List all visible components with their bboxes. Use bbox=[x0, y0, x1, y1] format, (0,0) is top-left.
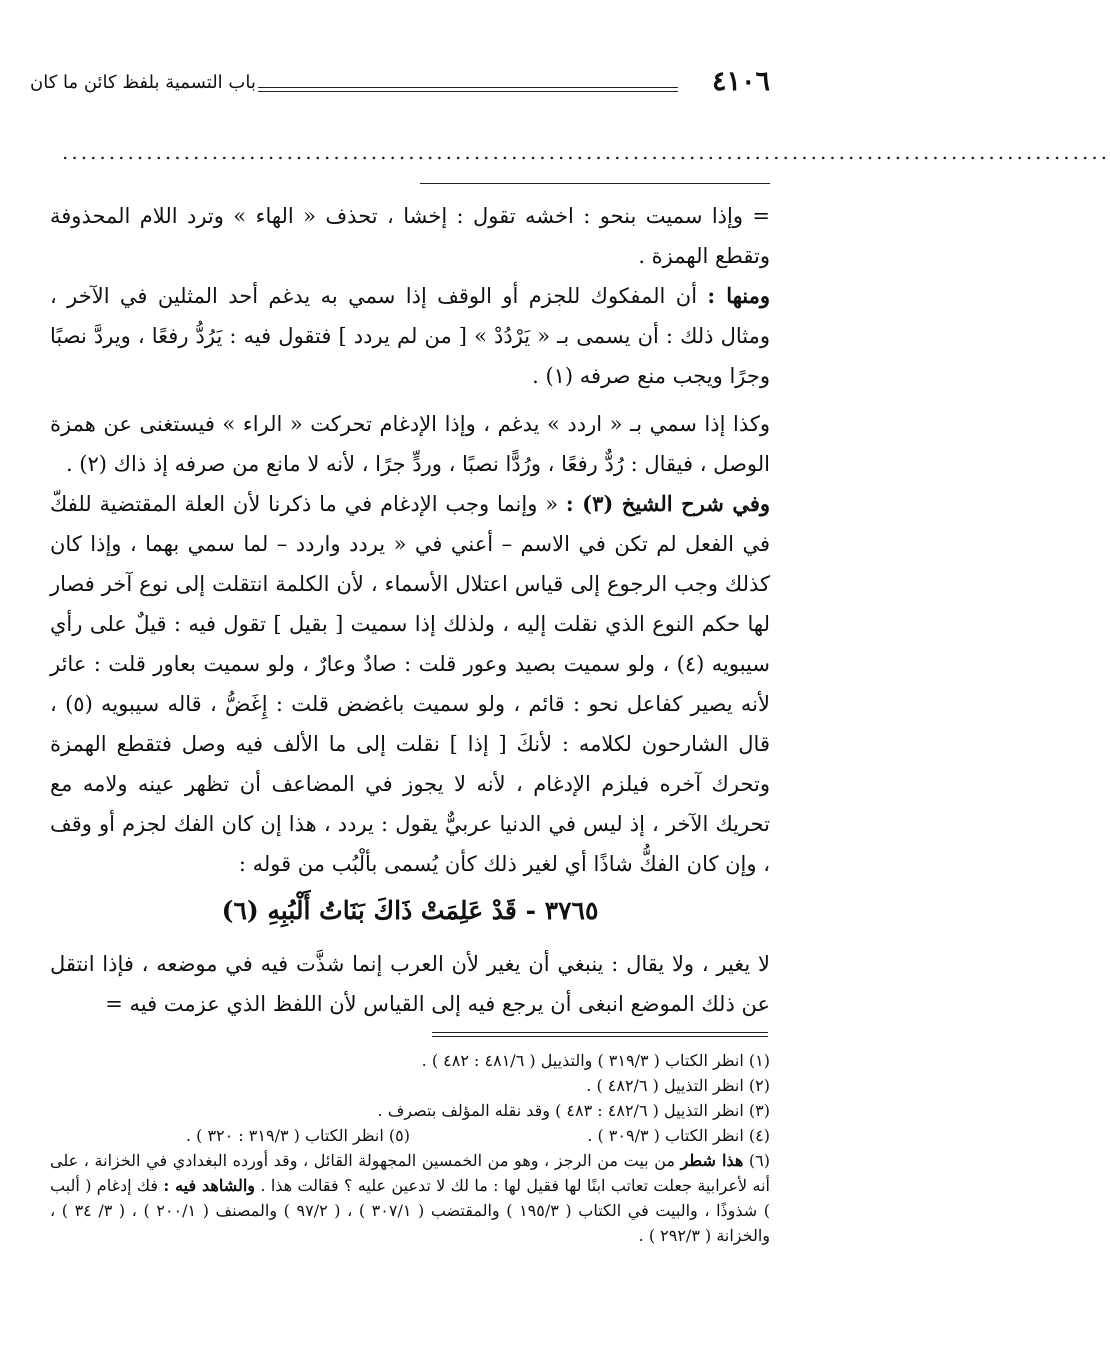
paragraph-1: = وإذا سميت بنحو : اخشه تقول : إخشا ، تحذف « الهاء » وترد اللام المحذوفة وتقطع الهمزة . bbox=[50, 204, 770, 268]
footnote-3: (٣) انظر التذييل ( ٤٨٢/٦ : ٤٨٣ ) وقد نقله المؤلف بتصرف . bbox=[377, 1101, 770, 1120]
footnote-6 bbox=[50, 1148, 770, 1248]
footnote-6-bold-2: والشاهد فيه : bbox=[163, 1176, 256, 1195]
paragraph-2-text: أن المفكوك للجزم أو الوقف إذا سمي به يدغم أحد المثلين في الآخر ، ومثال ذلك : أن يسمى بـ « يَرْدُدْ » [ من لم يردد ] فتقول فيه : يَرُدُّ رفعًا ، ويردَّ نصبًا وجرًا ويجب منع صرفه (١) . bbox=[50, 284, 770, 388]
top-rule bbox=[420, 183, 770, 184]
verse-line: ٣٧٦٥ - قَدْ عَلِمَتْ ذَاكَ بَنَاتُ أَلْبُبِهِ (٦) bbox=[221, 896, 599, 925]
footnotes bbox=[50, 1048, 770, 1248]
chapter-title: باب التسمية بلفظ كائن ما كان bbox=[30, 72, 256, 93]
footnote-6-bold: هذا شطر bbox=[680, 1151, 744, 1170]
paragraph-4 bbox=[50, 484, 770, 884]
page-number: ٤١٠٦ bbox=[711, 66, 770, 97]
paragraph-4-lead: وفي شرح الشيخ (٣) : bbox=[565, 491, 771, 516]
gap bbox=[50, 396, 770, 404]
paragraph-5: لا يغير ، ولا يقال : ينبغي أن يغير لأن العرب إنما شذَّت فيه في موضعه ، فإذا انتقل عن ذلك الموضع انبغى أن يرجع فيه إلى القياس لأن اللفظ الذي عزمت فيه = bbox=[50, 952, 770, 1016]
footnote-6-text-b: فك إدغام ( ألبب ) شذوذًا ، والبيت في الكتاب ( ١٩٥/٣ ) والمقتضب ( ٣٠٧/١ ) ، ( ٩٧/٢ ) والمصنف ( ٢٠٠/١ ) ، ( ٣/ ٣٤ ) ، والخزانة ( ٢٩٢/٣ ) . bbox=[50, 1176, 771, 1245]
paragraph-4-text: « وإنما وجب الإدغام في ما ذكرنا لأن العلة المقتضية للفكّ في الفعل لم تكن في الاسم – أعني في « يردد واردد – لما سمي بهما ، وإذا كان كذلك وجب الرجوع إلى قياس اعتلال الأسماء ، لأن الكلمة انتقلت إلى نوع آخر فصار لها حكم النوع الذي نقلت إليه ، ولذلك إذا سميت [ بقيل ] تقول فيه : قيلٌ على رأي سيبويه (٤) ، ولو سميت بصيد وعور قلت : صادٌ وعارٌ ، ولو سميت بعاور قلت : عائر لأنه يصير كفاعل نحو : قائم ، ولو سميت باغضض قلت : إِغَضُّ ، قاله سيبويه (٥) ، قال الشارحون لكلامه : لأنكَ [ إذا ] نقلت إلى ما الألف فيه وصل فتقطع الهمزة وتحرك آخره فيلزم الإدغام ، لأنه لا يجوز في المضاعف أن تظهر عينه ولامه مع تحريك الآخر ، إذ ليس في الدنيا عربيٌّ يقول : يردد ، هذا إن كان الفك لجزم أو وقف ، وإن كان الفكُّ شاذًا أي لغير ذلك كأن يُسمى بألْبُب من قوله : bbox=[50, 492, 770, 876]
paragraph-3: وكذا إذا سمي بـ « اردد » يدغم ، وإذا الإدغام تحركت « الراء » فيستغنى عن همزة الوصل ، فيقال : رُدٌّ رفعًا ، ورُدًّا نصبًا ، وردٍّ جرًا ، لأنه لا مانع من صرفه إذ ذاك (٢) . bbox=[50, 412, 770, 476]
footnote-1: (١) انظر الكتاب ( ٣١٩/٣ ) والتذييل ( ٤٨١/٦ : ٤٨٢ ) . bbox=[421, 1051, 770, 1070]
paragraph-2 bbox=[50, 276, 770, 396]
footnote-row-4-5 bbox=[50, 1123, 770, 1148]
paragraph-2-lead: ومنها : bbox=[707, 283, 770, 308]
header-rule bbox=[258, 87, 678, 88]
running-header bbox=[30, 66, 770, 110]
main-text bbox=[50, 196, 770, 1024]
footnote-5: (٥) انظر الكتاب ( ٣١٩/٣ : ٣٢٠ ) . bbox=[185, 1126, 410, 1145]
footnote-rule bbox=[432, 1032, 768, 1033]
footnote-2: (٢) انظر التذييل ( ٤٨٢/٦ ) . bbox=[586, 1076, 770, 1095]
footnote-4: (٤) انظر الكتاب ( ٣٠٩/٣ ) . bbox=[587, 1126, 770, 1145]
footnote-6-number: (٦) bbox=[748, 1151, 770, 1170]
footnote-6-text-a: من بيت من الرجز ، وهو من الخمسين المجهولة القائل ، وقد أورده البغدادي في الخزانة ، على أنه لأعرابية جعلت تعاتب ابنًا لها فقيل لها : ما لك لا تدعين عليه ؟ فقالت هذا . bbox=[50, 1151, 770, 1195]
dotted-separator: ................................................................................................................ bbox=[62, 140, 1110, 164]
